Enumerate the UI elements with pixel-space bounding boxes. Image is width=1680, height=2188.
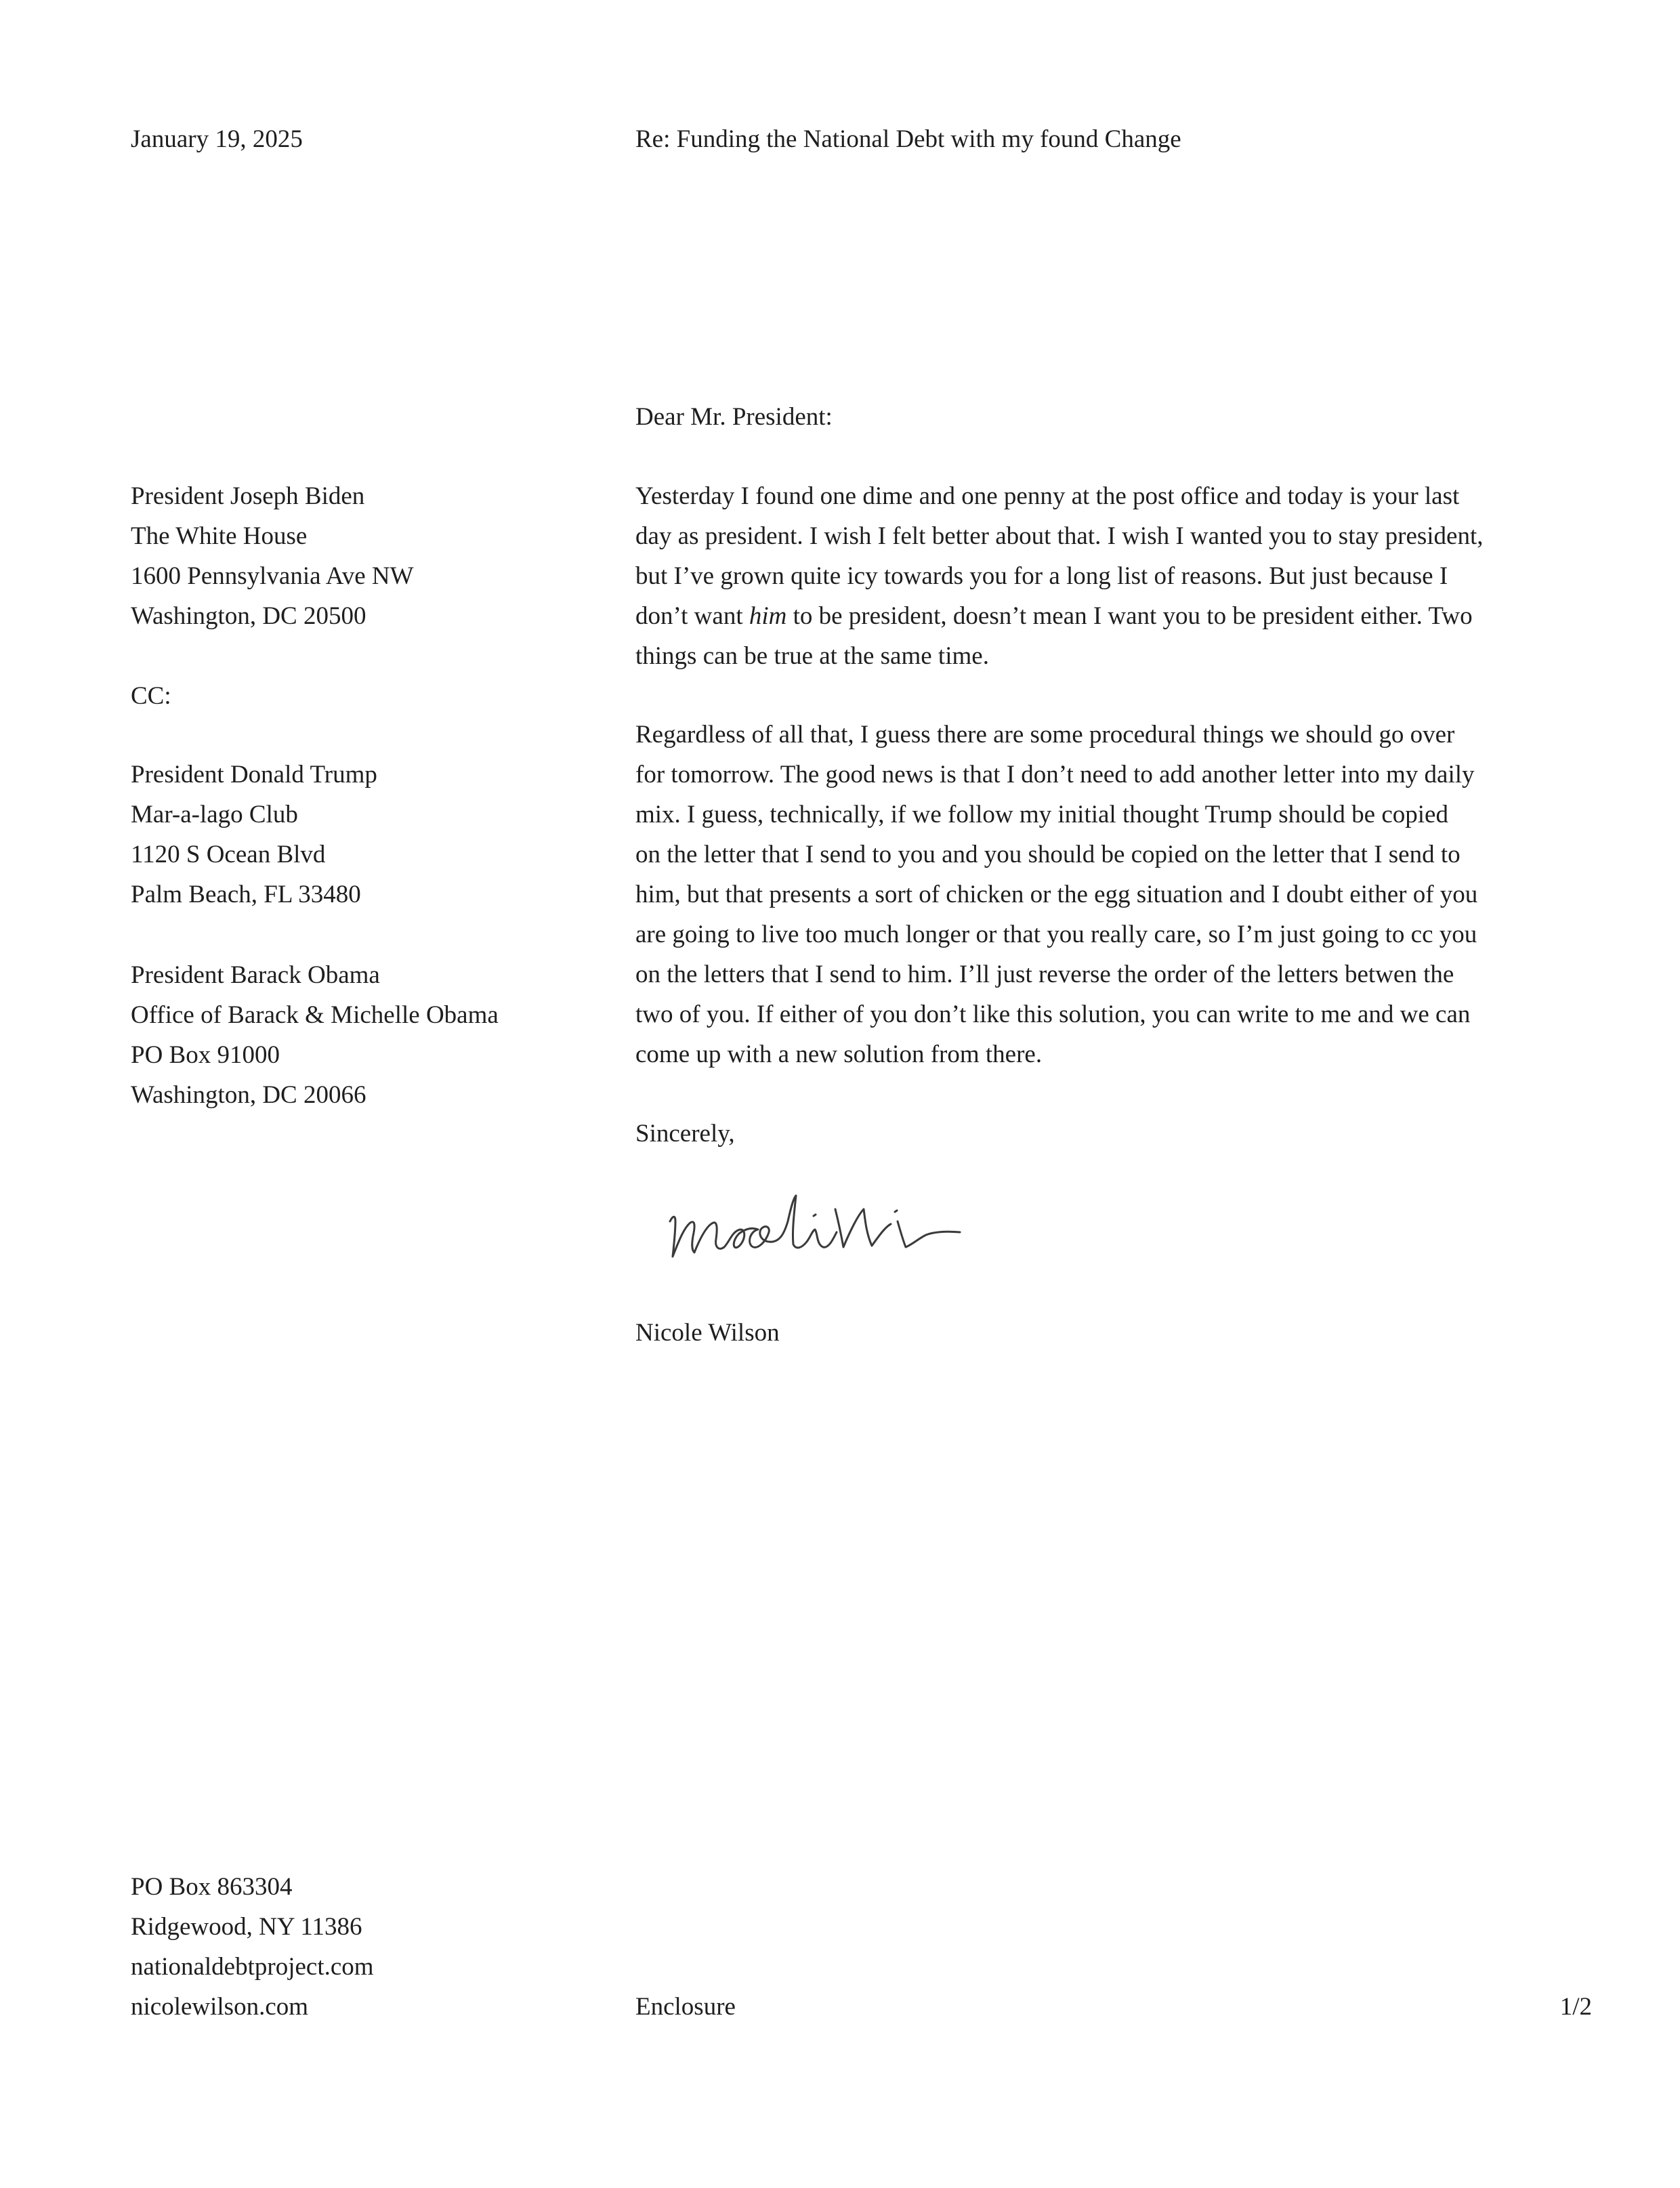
emphasized-text: him — [749, 602, 787, 630]
closing: Sincerely, — [635, 1120, 735, 1148]
paragraph-line: are going to live too much longer or that you really care, so I’m just going to cc you — [635, 921, 1477, 948]
address-line: Office of Barack & Michelle Obama — [131, 1001, 499, 1029]
paragraph-line — [635, 596, 1484, 636]
paragraph-line: two of you. If either of you don’t like this solution, you can write to me and we can — [635, 1001, 1471, 1028]
paragraph-line: things can be true at the same time. — [635, 642, 989, 670]
address-line: President Donald Trump — [131, 761, 377, 788]
paragraph-line: mix. I guess, technically, if we follow my initial thought Trump should be copied — [635, 801, 1448, 828]
paragraph-line: day as president. I wish I felt better about that. I wish I wanted you to stay president, — [635, 522, 1484, 550]
contact-line: Ridgewood, NY 11386 — [131, 1913, 362, 1941]
signer-name: Nicole Wilson — [635, 1319, 780, 1347]
address-line: Washington, DC 20066 — [131, 1081, 366, 1109]
paragraph-line: for tomorrow. The good news is that I don’t need to add another letter into my daily — [635, 761, 1475, 788]
paragraph-line: but I’ve grown quite icy towards you for a long list of reasons. But just because I — [635, 562, 1448, 590]
paragraph-line: on the letters that I send to him. I’ll just reverse the order of the letters betwen the — [635, 961, 1454, 988]
letter-date: January 19, 2025 — [131, 125, 303, 153]
paragraph-line: Yesterday I found one dime and one penny at the post office and today is your last — [635, 482, 1460, 510]
contact-line: PO Box 863304 — [131, 1873, 293, 1901]
cc-label: CC: — [131, 682, 171, 710]
body-paragraph — [635, 715, 1477, 1074]
paragraph-line: him, but that presents a sort of chicken or the egg situation and I doubt either of you — [635, 881, 1478, 908]
address-line: PO Box 91000 — [131, 1041, 280, 1069]
cc-recipient-address — [131, 955, 499, 1115]
paragraph-line: come up with a new solution from there. — [635, 1040, 1043, 1068]
sender-contact — [131, 1867, 374, 2027]
address-line: President Barack Obama — [131, 961, 380, 989]
cc-recipient-address — [131, 755, 377, 914]
address-line: Palm Beach, FL 33480 — [131, 881, 361, 908]
enclosure-note: Enclosure — [635, 1993, 736, 2021]
contact-line: nicolewilson.com — [131, 1993, 309, 2021]
paragraph-line: on the letter that I send to you and you should be copied on the letter that I send to — [635, 841, 1461, 868]
recipient-address — [131, 476, 414, 636]
subject-line: Re: Funding the National Debt with my found Change — [635, 125, 1181, 153]
address-line: 1600 Pennsylvania Ave NW — [131, 562, 414, 590]
text-run: don’t want — [635, 602, 749, 630]
paragraph-line: Regardless of all that, I guess there are some procedural things we should go over — [635, 721, 1455, 749]
salutation: Dear Mr. President: — [635, 403, 833, 431]
address-line: Mar-a-lago Club — [131, 801, 298, 828]
address-line: Washington, DC 20500 — [131, 602, 366, 630]
body-paragraph — [635, 476, 1484, 676]
address-line: 1120 S Ocean Blvd — [131, 841, 326, 868]
text-run: to be president, doesn’t mean I want you to be president either. Two — [786, 602, 1473, 630]
handwritten-signature — [660, 1182, 1013, 1270]
contact-line: nationaldebtproject.com — [131, 1953, 374, 1981]
address-line: The White House — [131, 522, 308, 550]
page-number: 1/2 — [1559, 1993, 1592, 2021]
address-line: President Joseph Biden — [131, 482, 365, 510]
